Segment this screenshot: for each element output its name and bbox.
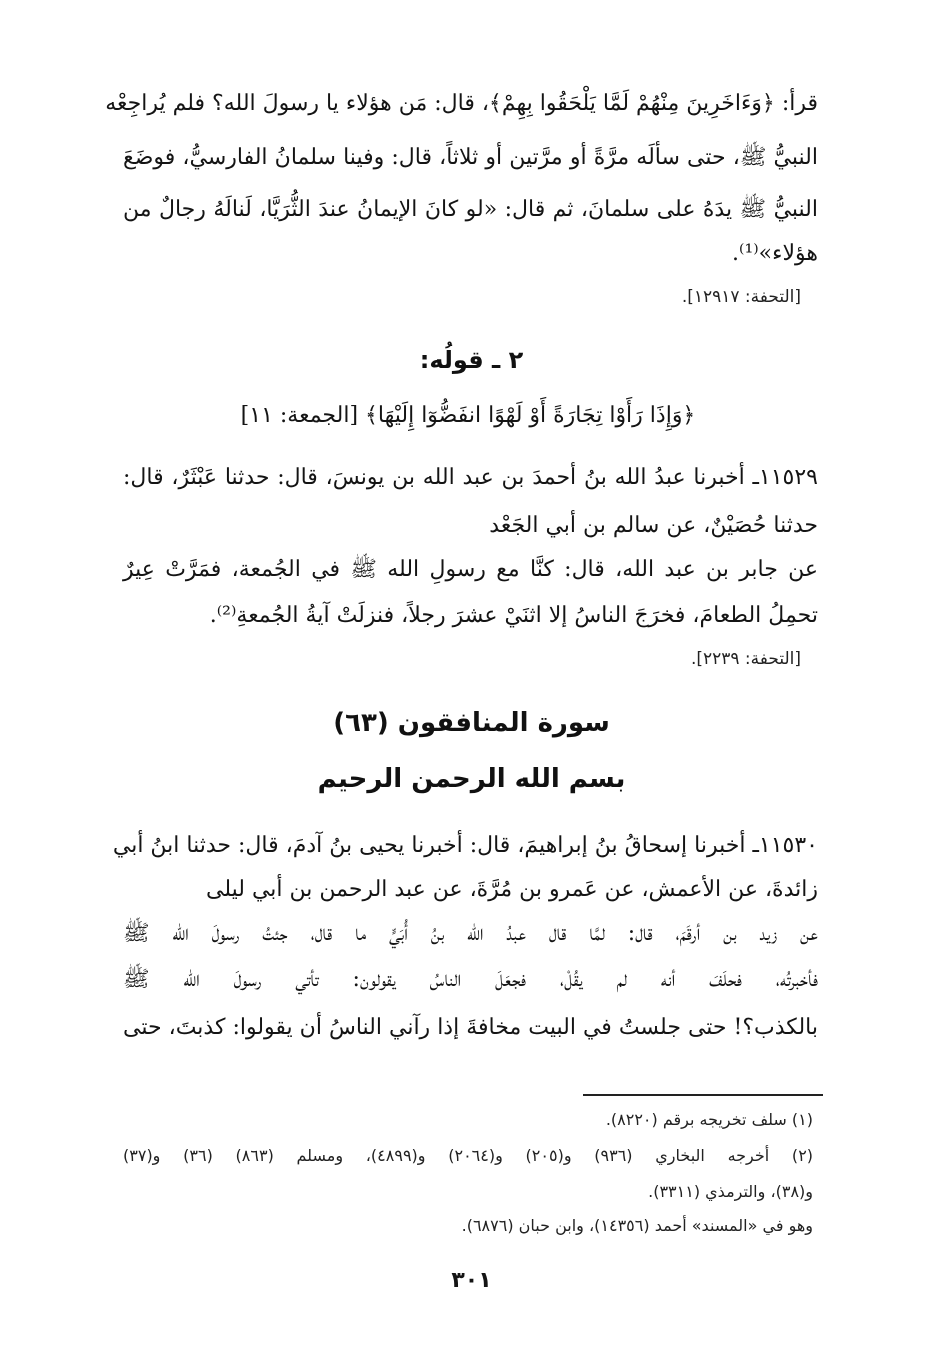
footnote: (٢) أخرجه البخاري (٩٣٦) و(٢٠٥) و(٢٠٦٤) و(٤٨٩٩)، ومسلم (٨٦٣) (٣٦) و(٣٧) [123, 1146, 814, 1165]
text-line: عن جابر بن عبد الله، قال: كنَّا مع رسولِ الله ﷺ في الجُمعة، فمَرَّتْ عِيرٌ [123, 557, 818, 582]
quran-verse: ﴿وَإِذَا رَأَوْا تِجَارَةً أَوْ لَهْوًا انفَضُّوٓا إِلَيْهَا﴾ [الجمعة: ١١] [240, 403, 696, 428]
page-number: ٣٠١ [451, 1268, 492, 1293]
text-line: النبيُّ ﷺ، حتى سألَه مرَّةً أو مرَّتين أو ثلاثاً، قال: وفينا سلمانُ الفارسيُّ، فوضَعَ [123, 145, 818, 170]
tuhfa-reference: [التحفة: ١٢٩١٧]. [681, 287, 801, 307]
text-line: زائدةَ، عن الأعمش، عن عَمرو بن مُرَّةَ، عن عبد الرحمن بن أبي ليلى [206, 877, 818, 902]
text-line: عن زيد بن أرقَمَ، قال: لمَّا قال عبدُ الله بنُ أُبَيٍّ ما قال، جئتُ رسولَ الله ﷺ [123, 921, 818, 946]
text-line: حدثنا حُصَيْنٌ، عن سالم بن أبي الجَعْد [489, 513, 818, 538]
footnote-separator [583, 1094, 823, 1096]
section-heading: ٢ ـ قولُه: [419, 346, 524, 374]
text-line: ١١٥٣٠ـ أخبرنا إسحاقُ بنُ إبراهيمَ، قال: أخبرنا يحيى بنُ آدمَ، قال: حدثنا ابنُ أبي [112, 833, 818, 858]
text-line: تحمِلُ الطعامَ، فخرَجَ الناسُ إلا اثنَيْ عشرَ رجلاً، فنزلَتْ آيةُ الجُمعةِ⁽²⁾. [209, 603, 818, 628]
text-line: فأخبرتُه، فحلَفَ أنه لم يقُلْ، فجعَلَ الناسُ يقولون: تأتي رسولَ الله ﷺ [123, 967, 818, 992]
text-line: بالكذب؟! حتى جلستُ في البيت مخافةَ إذا رآني الناسُ أن يقولوا: كذبتَ، حتى [123, 1015, 818, 1040]
text-line: النبيُّ ﷺ يدَهُ على سلمانَ، ثم قال: «لو كانَ الإيمانُ عندَ الثُّرَيَّا، لَنالَهُ رجالٌ من [123, 197, 818, 222]
text-line: هؤلاء»⁽¹⁾. [732, 241, 818, 266]
footnote: و(٣٨)، والترمذي (٣٣١١). [648, 1182, 813, 1201]
basmala: بسم الله الرحمن الرحيم [317, 764, 626, 794]
footnote: وهو في «المسند» أحمد (١٤٣٥٦)، وابن حبان (٦٨٧٦). [461, 1216, 813, 1235]
footnote: (١) سلف تخريجه برقم (٨٢٢٠). [605, 1110, 813, 1129]
surah-title: سورة المنافقون (٦٣) [333, 708, 610, 738]
tuhfa-reference: [التحفة: ٢٢٣٩]. [690, 649, 801, 669]
text-line: ١١٥٢٩ـ أخبرنا عبدُ الله بنُ أحمدَ بن عبد الله بن يونسَ، قال: حدثنا عَبْثَرٌ، قال: [123, 465, 818, 490]
text-line: قرأ: ﴿وَءَاخَرِينَ مِنْهُمْ لَمَّا يَلْحَقُوا بِهِمْ﴾، قال: مَن هؤلاء يا رسولَ الله؟ فلم يُراجِعْه [105, 91, 818, 116]
